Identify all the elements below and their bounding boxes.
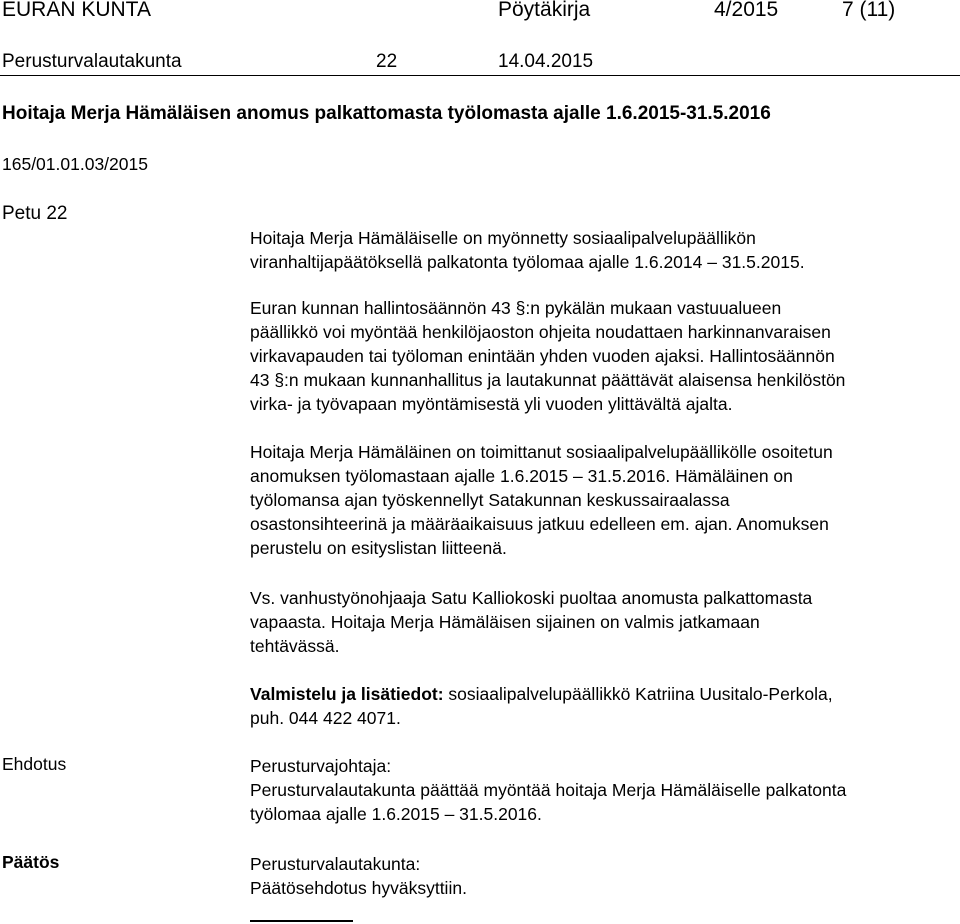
- decision-author: Perusturvalautakunta:: [250, 854, 421, 874]
- diary-number: 165/01.01.03/2015: [2, 154, 148, 174]
- paragraph-2: [250, 440, 960, 560]
- page-title: Hoitaja Merja Hämäläisen anomus palkattomasta työlomasta ajalle 1.6.2015-31.5.2016: [2, 103, 771, 124]
- paragraph-line: Euran kunnan hallintosäännön 43 §:n pykälän mukaan vastuualueen: [250, 298, 782, 318]
- proposal-line: työlomaa ajalle 1.6.2015 – 31.5.2016.: [250, 804, 542, 824]
- preparation-phone: puh. 044 422 4071.: [250, 708, 401, 728]
- preparation-label: Valmistelu ja lisätiedot:: [250, 684, 444, 704]
- paragraph-line: Hoitaja Merja Hämäläinen on toimittanut sosiaalipalvelupäällikölle osoitetun: [250, 442, 833, 462]
- section-label: Petu 22: [2, 203, 68, 224]
- meeting-date: 14.04.2015: [498, 51, 594, 72]
- board-name: Perusturvalautakunta: [2, 51, 182, 72]
- decision-text: Päätösehdotus hyväksyttiin.: [250, 878, 467, 898]
- paragraph-line: perustelu on esityslistan liitteenä.: [250, 538, 507, 558]
- paragraph-line: päällikkö voi myöntää henkilöjaoston ohjeita noudattaen harkinnanvaraisen: [250, 322, 831, 342]
- intro-line: viranhaltijapäätöksellä palkatonta työlomaa ajalle 1.6.2014 – 31.5.2015.: [250, 252, 805, 272]
- document-number: 4/2015: [714, 0, 779, 21]
- section-number: 22: [376, 51, 398, 72]
- paragraph-line: työlomansa ajan työskennellyt Satakunnan keskussairaalassa: [250, 490, 730, 510]
- page-number: 7 (11): [842, 0, 896, 21]
- preparation-info: [250, 682, 960, 730]
- paragraph-line: tehtävässä.: [250, 636, 340, 656]
- decision-label: Päätös: [2, 852, 60, 872]
- document-type: Pöytäkirja: [498, 0, 591, 21]
- paragraph-1: [250, 296, 960, 416]
- preparation-line: [250, 682, 960, 706]
- section-intro: [250, 226, 960, 274]
- proposal-label: Ehdotus: [2, 754, 67, 774]
- header-divider: [0, 75, 960, 76]
- proposal-block: [250, 754, 960, 826]
- proposal-line: Perusturvalautakunta päättää myöntää hoitaja Merja Hämäläiselle palkatonta: [250, 780, 847, 800]
- proposal-author: Perusturvajohtaja:: [250, 756, 392, 776]
- paragraph-line: osastonsihteerinä ja määräaikaisuus jatkuu edelleen em. ajan. Anomuksen: [250, 514, 829, 534]
- footer-rule: [250, 920, 353, 922]
- paragraph-line: Vs. vanhustyönohjaaja Satu Kalliokoski puoltaa anomusta palkattomasta: [250, 588, 813, 608]
- paragraph-line: vapaasta. Hoitaja Merja Hämäläisen sijainen on valmis jatkamaan: [250, 612, 760, 632]
- decision-block: [250, 852, 960, 900]
- municipality-name: EURAN KUNTA: [2, 0, 151, 21]
- paragraph-line: anomuksen työlomastaan ajalle 1.6.2015 – 31.5.2016. Hämäläinen on: [250, 466, 793, 486]
- paragraph-line: 43 §:n mukaan kunnanhallitus ja lautakunnat päättävät alaisensa henkilöstön: [250, 370, 846, 390]
- paragraph-line: virka- ja työvapaan myöntämisestä yli vuoden ylittävältä ajalta.: [250, 394, 733, 414]
- paragraph-line: virkavapauden tai työloman enintään yhden vuoden ajaksi. Hallintosäännön: [250, 346, 835, 366]
- paragraph-3: [250, 586, 960, 658]
- intro-line: Hoitaja Merja Hämäläiselle on myönnetty sosiaalipalvelupäällikön: [250, 228, 756, 248]
- preparation-contact: sosiaalipalvelupäällikkö Katriina Uusitalo-Perkola,: [443, 684, 833, 704]
